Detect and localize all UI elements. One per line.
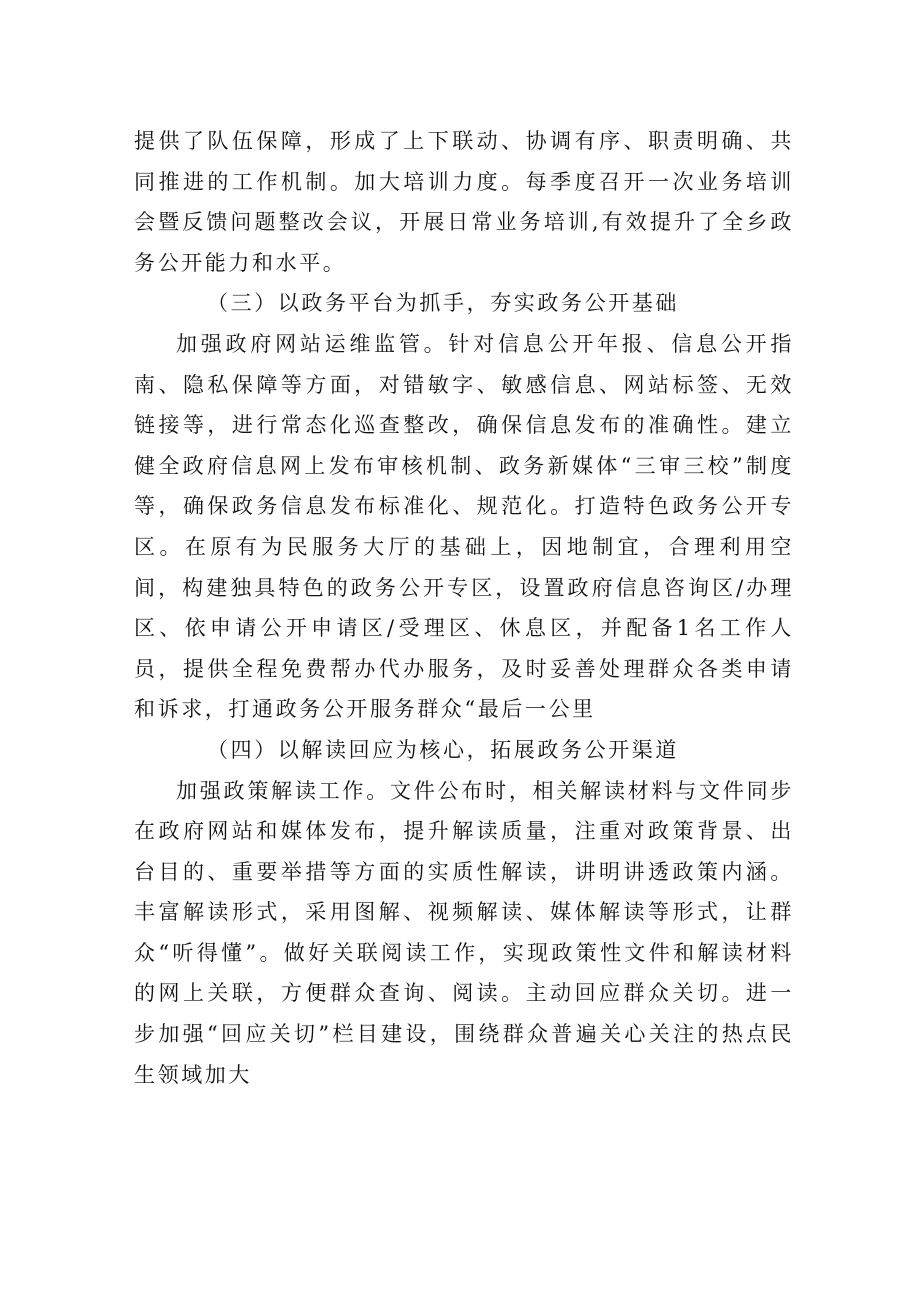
section-heading-3: （三）以政务平台为抓手，夯实政务公开基础 bbox=[207, 291, 679, 316]
paragraph-continuation: 提供了队伍保障，形成了上下联动、协调有序、职责明确、共同推进的工作机制。加大培训力度。每季度召开一次业务培训会暨反馈问题整改会议，开展日常业务培训,有效提升了全乡政务公开能力和水平。 bbox=[134, 129, 794, 275]
section-heading-4: （四）以解读回应为核心，拓展政务公开渠道 bbox=[207, 737, 679, 762]
paragraph-interpretation: 加强政策解读工作。文件公布时，相关解读材料与文件同步在政府网站和媒体发布，提升解读质量，注重对政策背景、出台目的、重要举措等方面的实质性解读，讲明讲透政策内涵。丰富解读形式，采用图解、视频解读、媒体解读等形式，让群众“听得懂”。做好关联阅读工作，实现政策性文件和解读材料的网上关联，方便群众查询、阅读。主动回应群众关切。进一步加强“回应关切”栏目建设，围绕群众普遍关心关注的热点民生领域加大 bbox=[134, 778, 794, 1087]
paragraph-platform: 加强政府网站运维监管。针对信息公开年报、信息公开指南、隐私保障等方面，对错敏字、敏感信息、网站标签、无效链接等，进行常态化巡查整改，确保信息发布的准确性。建立健全政府信息网上发布审核机制、政务新媒体“三审三校”制度等，确保政务信息发布标准化、规范化。打造特色政务公开专区。在原有为民服务大厅的基础上，因地制宜，合理利用空间，构建独具特色的政务公开专区，设置政府信息咨询区/办理区、依申请公开申请区/受理区、休息区，并配备1名工作人员，提供全程免费帮办代办服务，及时妥善处理群众各类申请和诉求，打通政务公开服务群众“最后一公里 bbox=[134, 331, 794, 722]
document-body bbox=[134, 121, 794, 1095]
